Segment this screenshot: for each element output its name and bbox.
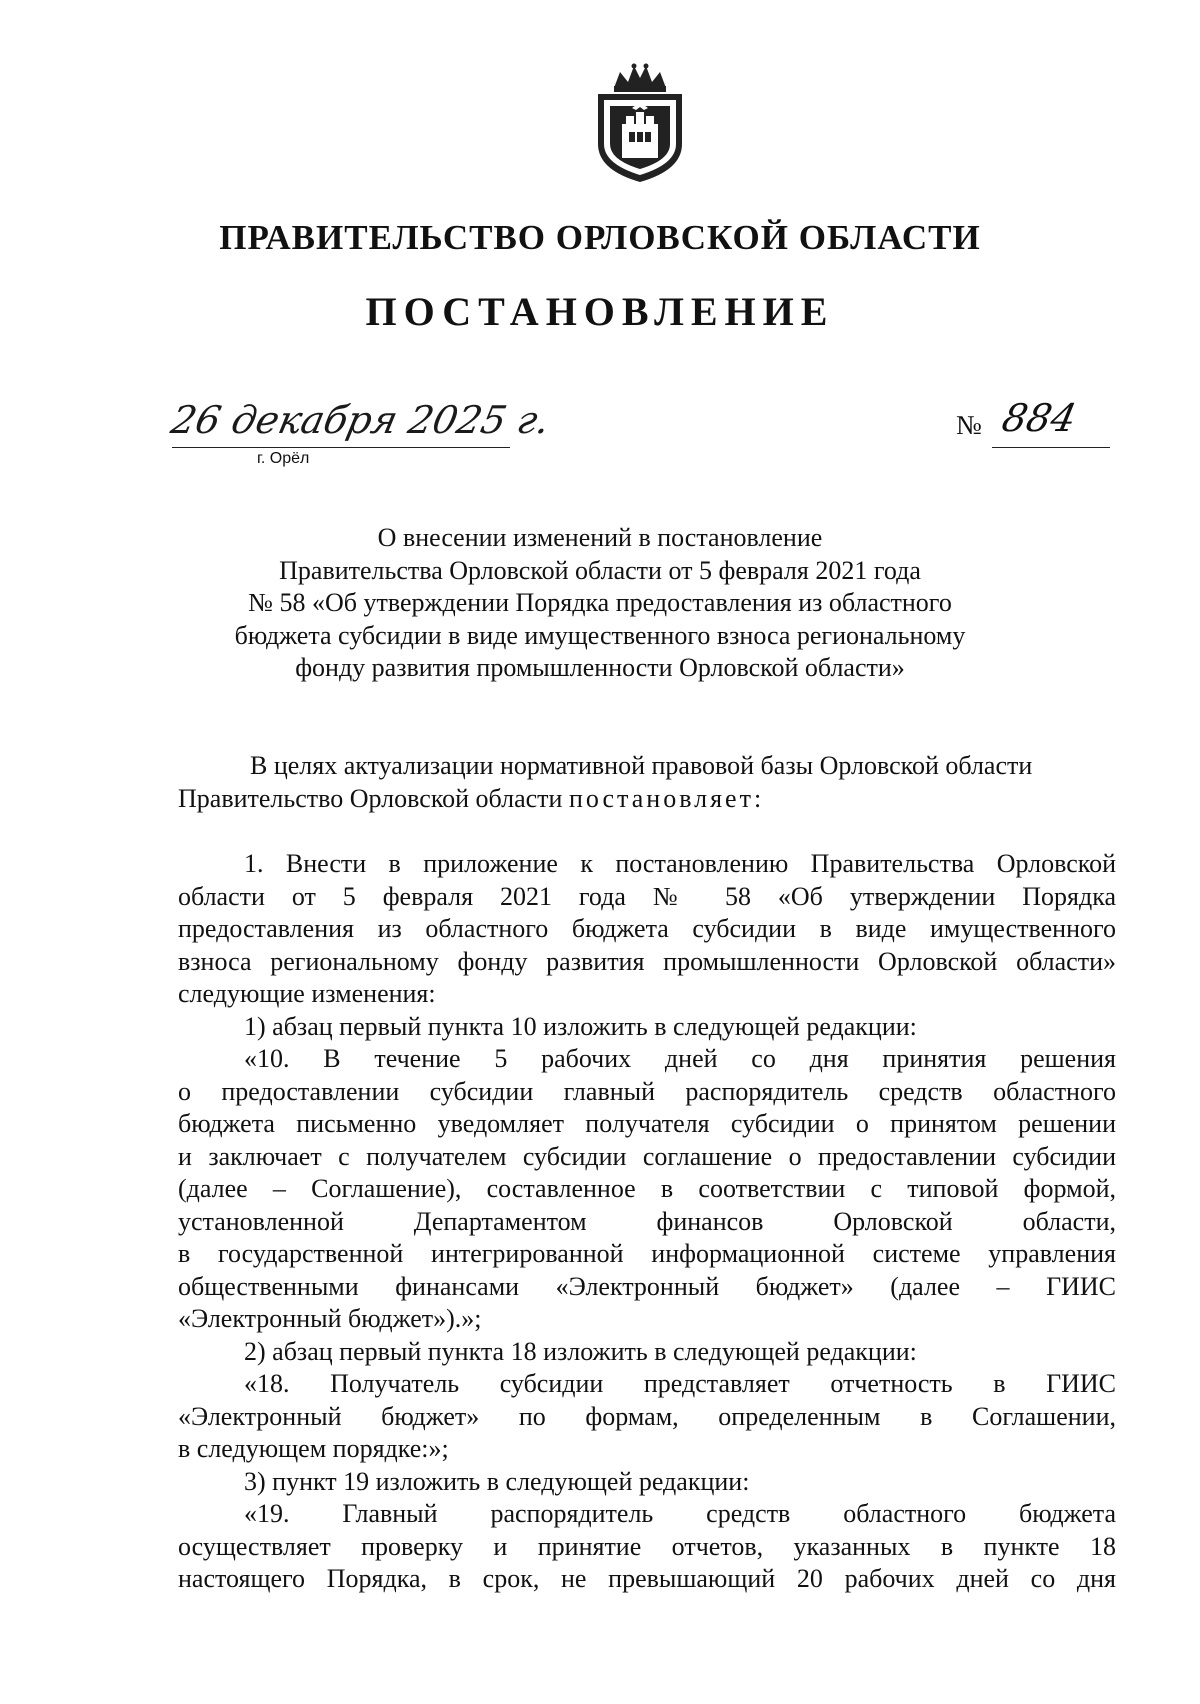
body-line: 1) абзац первый пункта 10 изложить в следующей редакции:: [244, 1011, 917, 1041]
body-line: области от 5 февраля 2021 года № 58 «Об утверждении Порядка: [178, 881, 1116, 911]
body-line: 3) пункт 19 изложить в следующей редакции:: [244, 1466, 750, 1496]
body-line: 1. Внести в приложение к постановлению Правительства Орловской: [244, 849, 1116, 878]
coat-of-arms-icon: [592, 62, 688, 184]
subject-line: № 58 «Об утверждении Порядка предоставления из областного: [248, 588, 952, 617]
subject-line: Правительства Орловской области от 5 февраля 2021 года: [279, 555, 921, 585]
body-line: следующие изменения:: [178, 979, 436, 1008]
body-line: бюджета письменно уведомляет получателя субсидии о принятом решении: [178, 1109, 1116, 1138]
body-line: установленной Департаментом финансов Орловской области,: [178, 1206, 1116, 1236]
body-line: о предоставлении субсидии главный распорядитель средств областного: [178, 1076, 1116, 1106]
city-label: г. Орёл: [257, 450, 310, 467]
subject-line: фонду развития промышленности Орловской области»: [295, 653, 905, 682]
body-line: 2) абзац первый пункта 18 изложить в следующей редакции:: [244, 1336, 917, 1366]
body-line: осуществляет проверку и принятие отчетов, указанных в пункте 18: [178, 1531, 1116, 1561]
number-label: №: [956, 410, 982, 440]
body-line: в следующем порядке:»;: [178, 1434, 449, 1463]
handwritten-number: 884: [998, 396, 1081, 440]
body-line: настоящего Порядка, в срок, не превышающий 20 рабочих дней со дня: [178, 1564, 1116, 1593]
date-underline: [172, 447, 510, 448]
subject-line: бюджета субсидии в виде имущественного взноса региональному: [234, 620, 966, 650]
document-body: [178, 750, 1116, 1596]
number-underline: [992, 447, 1110, 448]
preamble-line: Правительство Орловской области постановляет:: [178, 783, 762, 813]
body-line: «Электронный бюджет»).»;: [178, 1304, 482, 1333]
body-line: «10. В течение 5 рабочих дней со дня принятия решения: [244, 1044, 1116, 1073]
body-line: общественными финансами «Электронный бюджет» (далее – ГИИС: [178, 1271, 1116, 1301]
document-type-title: ПОСТАНОВЛЕНИЕ: [365, 289, 835, 334]
body-line: и заключает с получателем субсидии соглашение о предоставлении субсидии: [178, 1141, 1116, 1171]
resolves-word: постановляет: [568, 783, 754, 813]
body-line: «Электронный бюджет» по формам, определенным в Соглашении,: [178, 1401, 1116, 1431]
body-line: в государственной интегрированной информационной системе управления: [178, 1239, 1116, 1268]
body-line: предоставления из областного бюджета субсидии в виде имущественного: [178, 914, 1116, 943]
body-line: взноса региональному фонду развития промышленности Орловской области»: [178, 946, 1116, 976]
organization-title: ПРАВИТЕЛЬСТВО ОРЛОВСКОЙ ОБЛАСТИ: [219, 218, 981, 257]
body-line: «19. Главный распорядитель средств областного бюджета: [244, 1499, 1116, 1528]
body-line: (далее – Соглашение), составленное в соответствии с типовой формой,: [178, 1174, 1116, 1203]
handwritten-date: 26 декабря 2025 г.: [167, 398, 554, 442]
preamble-line: В целях актуализации нормативной правовой базы Орловской области: [250, 751, 1033, 780]
document-subject: [160, 522, 1040, 685]
body-line: «18. Получатель субсидии представляет отчетность в ГИИС: [244, 1369, 1116, 1398]
subject-line: О внесении изменений в постановление: [377, 523, 823, 552]
